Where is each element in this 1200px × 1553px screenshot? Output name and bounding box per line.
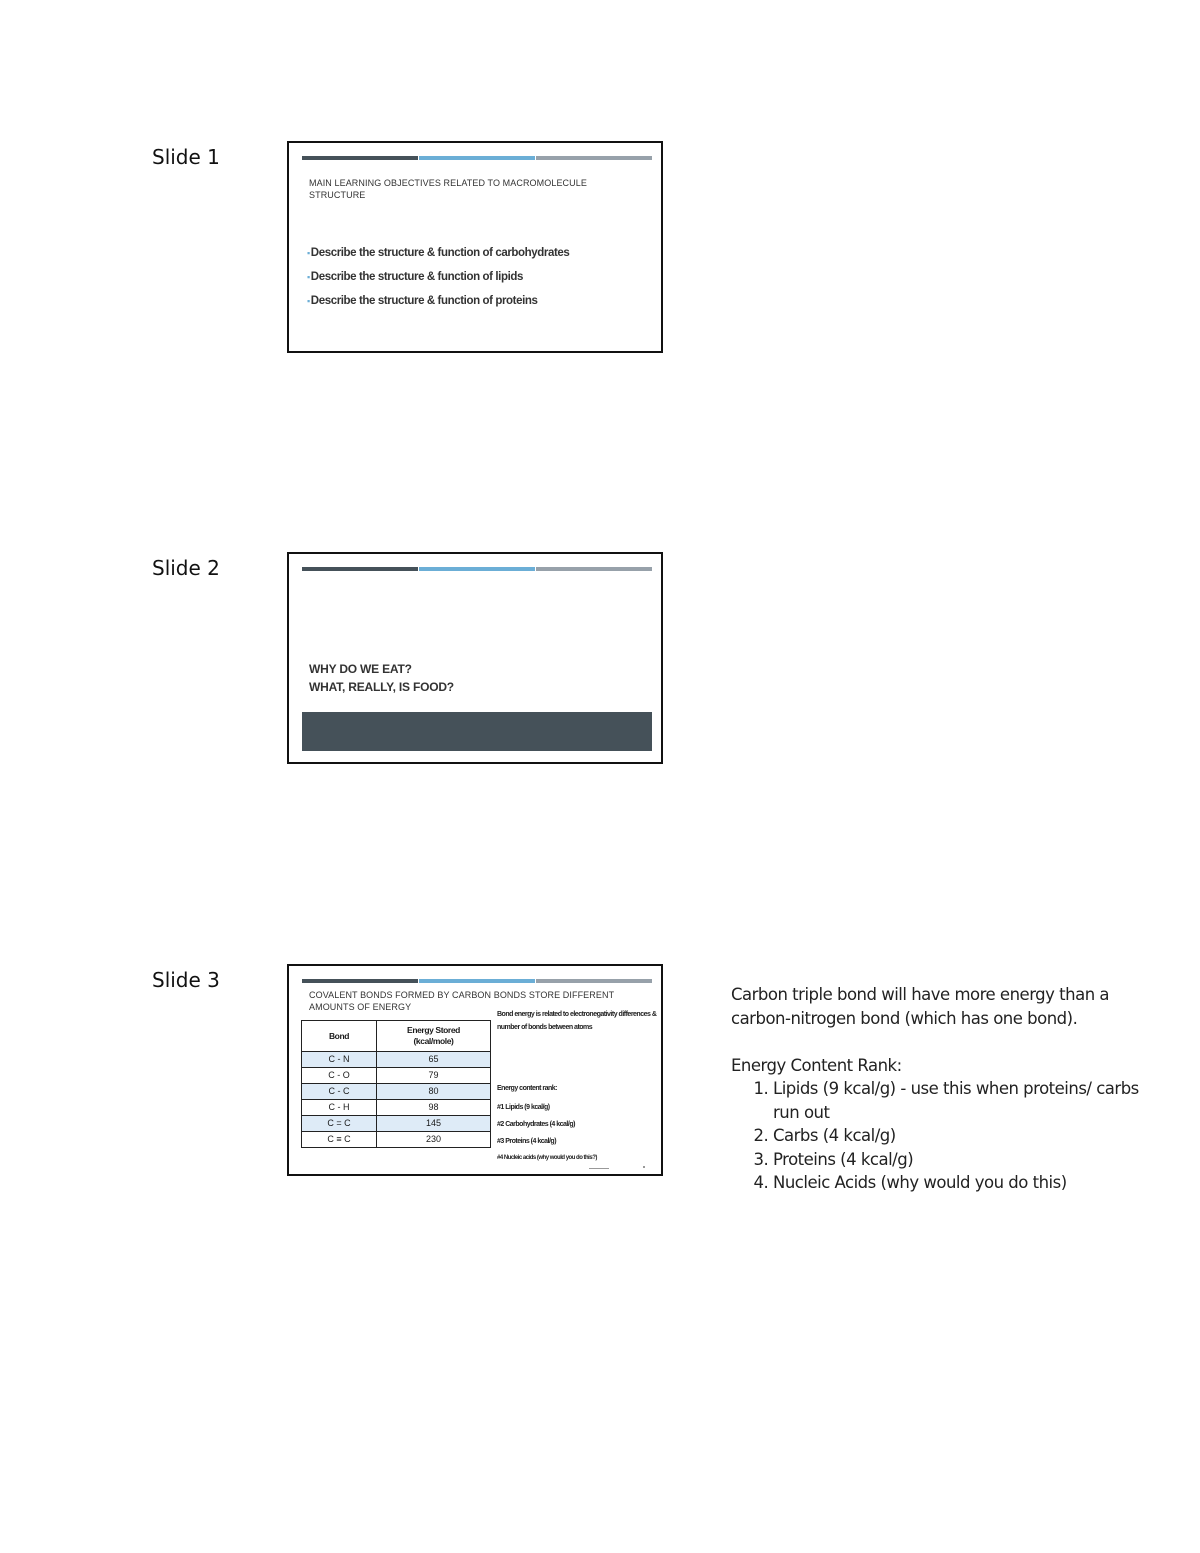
table-cell: C - O: [302, 1068, 377, 1084]
list-item: 3. Proteins (4 kcal/g): [773, 1148, 1151, 1172]
footer-band: [302, 712, 652, 751]
table-row: [302, 1068, 491, 1084]
table-cell: C = C: [302, 1116, 377, 1132]
accent-bars: [302, 567, 652, 571]
slide-thumbnail-1: [287, 141, 663, 353]
list-item: #3 Proteins (4 kcal/g): [497, 1138, 557, 1145]
table-cell: 98: [377, 1100, 491, 1116]
title-line: WHY DO WE EAT?: [309, 662, 412, 676]
column-header: Energy Stored (kcal/mole): [377, 1021, 491, 1052]
bullet-text: Describe the structure & function of carbohydrates: [310, 247, 570, 259]
title-line: WHAT, REALLY, IS FOOD?: [309, 680, 454, 694]
table-cell: 230: [377, 1132, 491, 1148]
table-cell: C - C: [302, 1084, 377, 1100]
slide-label: Slide 3: [152, 968, 220, 992]
bullet-text: Describe the structure & function of proteins: [310, 295, 538, 307]
bond-energy-note: Bond energy is related to electronegativity differences & number of bonds between atoms: [497, 1011, 657, 1031]
table-cell: 79: [377, 1068, 491, 1084]
table-cell: 145: [377, 1116, 491, 1132]
list-item: 2. Carbs (4 kcal/g): [773, 1124, 1151, 1148]
objective-list: [307, 241, 569, 313]
footer-mark: [589, 1168, 609, 1169]
table-cell: C - N: [302, 1052, 377, 1068]
notes-rank-list: [731, 1077, 1151, 1195]
energy-rank-list: [497, 1082, 657, 1167]
table-cell: C - H: [302, 1100, 377, 1116]
list-item: #1 Lipids (9 kcal/g): [497, 1104, 550, 1111]
notes-rank-heading: Energy Content Rank:: [731, 1055, 902, 1075]
bullet-marker: ▪: [307, 248, 310, 258]
table-row: [302, 1132, 491, 1148]
bond-energy-table: [301, 1020, 491, 1148]
table-header-row: [302, 1021, 491, 1052]
list-item: [307, 289, 569, 313]
bullet-marker: ▪: [307, 272, 310, 282]
table-row: [302, 1084, 491, 1100]
slide-title: [309, 660, 454, 696]
accent-bars: [302, 156, 652, 160]
rank-title: Energy content rank:: [497, 1085, 558, 1092]
table-row: [302, 1052, 491, 1068]
page-number-mark: [643, 1166, 645, 1168]
table-cell: 65: [377, 1052, 491, 1068]
list-item: 1. Lipids (9 kcal/g) - use this when proteins/ carbs run out: [773, 1077, 1151, 1124]
slide-thumbnail-2: [287, 552, 663, 764]
list-item: 4. Nucleic Acids (why would you do this): [773, 1171, 1151, 1195]
slide-label: Slide 2: [152, 556, 220, 580]
bullet-text: Describe the structure & function of lipids: [310, 271, 523, 283]
accent-bars: [302, 979, 652, 983]
slide-title: MAIN LEARNING OBJECTIVES RELATED TO MACROMOLECULE STRUCTURE: [309, 178, 587, 200]
notes-paragraph: Carbon triple bond will have more energy than a carbon-nitrogen bond (which has one bond).: [731, 985, 1110, 1028]
list-item: #4 Nucleic acids (why would you do this?): [497, 1155, 597, 1161]
slide-label: Slide 1: [152, 145, 220, 169]
list-item: #2 Carbohydrates (4 kcal/g): [497, 1121, 575, 1128]
column-header: Bond: [302, 1021, 377, 1052]
slide-title: COVALENT BONDS FORMED BY CARBON BONDS STORE DIFFERENT AMOUNTS OF ENERGY: [309, 990, 615, 1012]
table-cell: 80: [377, 1084, 491, 1100]
table-cell: C ≡ C: [302, 1132, 377, 1148]
table-row: [302, 1100, 491, 1116]
slide-notes: [731, 983, 1151, 1195]
list-item: [307, 241, 569, 265]
bullet-marker: ▪: [307, 296, 310, 306]
table-row: [302, 1116, 491, 1132]
list-item: [307, 265, 569, 289]
slide-thumbnail-3: [287, 964, 663, 1176]
